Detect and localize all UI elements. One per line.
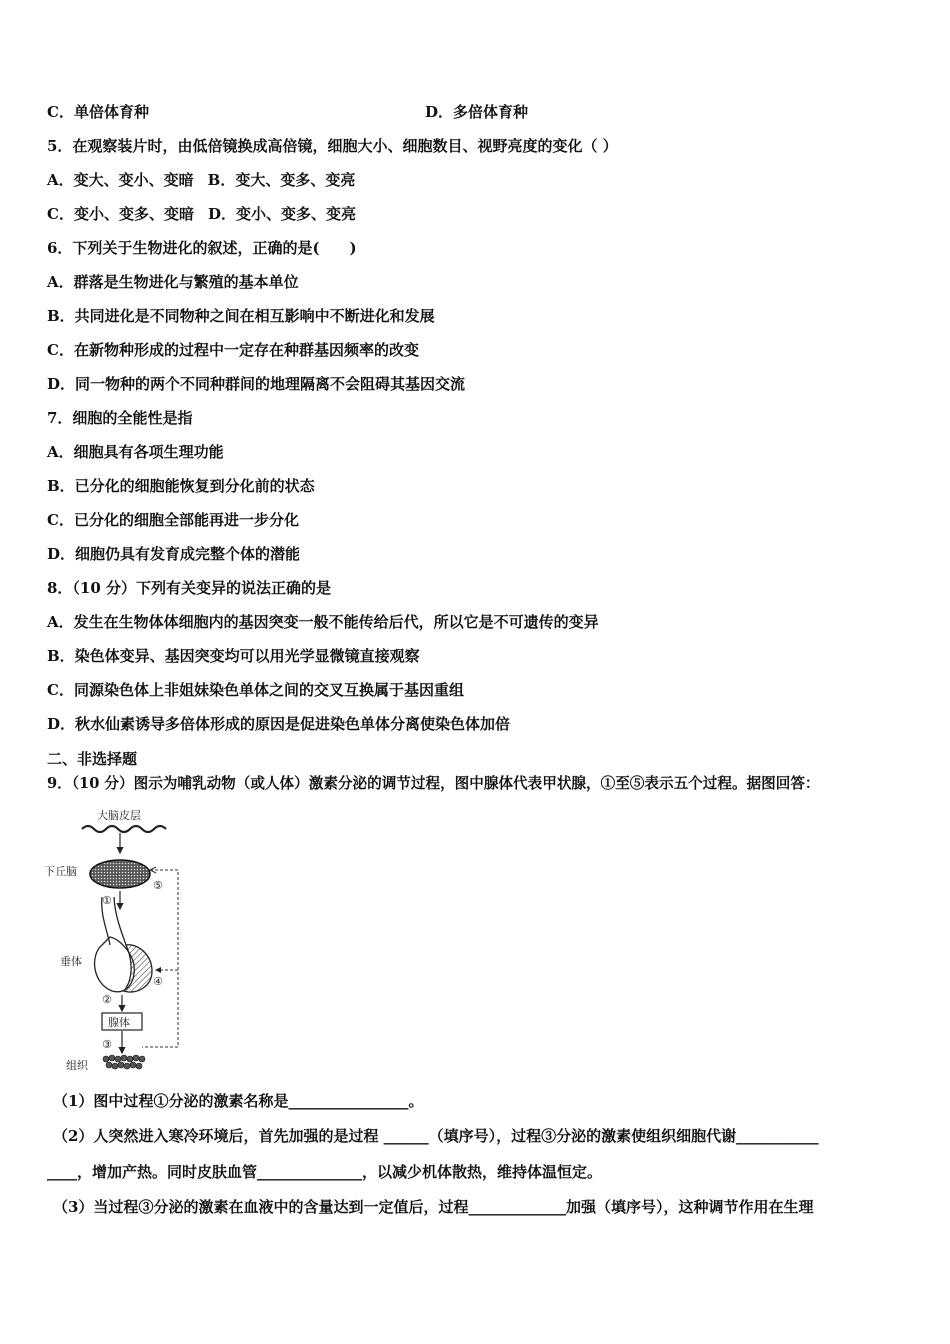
cortex-label: 大脑皮层	[97, 809, 141, 822]
process-1-label: ①	[102, 894, 112, 907]
q5-stem: 5．在观察装片时，由低倍镜换成高倍镜，细胞大小、细胞数目、视野亮度的变化（ ）	[47, 137, 618, 155]
q4-option-d: D．多倍体育种	[425, 103, 529, 121]
process-4-label: ④	[153, 975, 163, 988]
q8-option-b: B．染色体变异、基因突变均可以用光学显微镜直接观察	[47, 647, 420, 665]
q8-option-a: A．发生在生物体体细胞内的基因突变一般不能传给后代，所以它是不可遗传的变异	[47, 613, 599, 631]
pituitary-label: 垂体	[60, 955, 82, 968]
q7-option-a: A．细胞具有各项生理功能	[47, 443, 224, 461]
q5-options-cd	[47, 204, 356, 224]
q7-stem: 7．细胞的全能性是指	[47, 409, 193, 427]
q9-sub2-line2: ____，增加产热。同时皮肤血管______________，以减少机体散热，维持体温恒定。	[47, 1163, 603, 1181]
pituitary-posterior	[124, 945, 152, 992]
q8-stem: 8．（10 分）下列有关变异的说法正确的是	[47, 579, 332, 597]
q5-option-d: D．变小、变多、变亮	[207, 205, 356, 223]
process-5-label: ⑤	[153, 879, 163, 892]
q6-option-c: C．在新物种形成的过程中一定存在种群基因频率的改变	[47, 341, 419, 359]
q7-option-d: D．细胞仍具有发育成完整个体的潜能	[47, 545, 301, 563]
q6-option-b: B．共同进化是不同物种之间在相互影响中不断进化和发展	[47, 307, 435, 325]
hypothalamus-shape	[90, 860, 150, 888]
q4-option-c: C．单倍体育种	[47, 103, 149, 121]
gland-label: 腺体	[108, 1016, 130, 1029]
q4-options-row	[47, 102, 529, 122]
hypothalamus-label: 下丘脑	[44, 865, 77, 878]
q5-option-a: A．变大、变小、变暗	[47, 171, 194, 189]
q9-sub2-line1: （2）人突然进入寒冷环境后，首先加强的是过程 ______（填序号），过程③分泌的激素使组织细胞代谢___________	[53, 1127, 819, 1145]
q5-option-b: B．变大、变多、变亮	[207, 171, 356, 189]
process-2-label: ②	[102, 993, 112, 1006]
q9-sub1: （1）图中过程①分泌的激素名称是________________。	[53, 1092, 424, 1110]
q6-option-d: D．同一物种的两个不同种群间的地理隔离不会阻碍其基因交流	[47, 375, 466, 393]
q7-option-b: B．已分化的细胞能恢复到分化前的状态	[47, 477, 315, 495]
q7-option-c: C．已分化的细胞全部能再进一步分化	[47, 511, 299, 529]
hormone-regulation-diagram	[40, 805, 200, 1073]
tissue-cells	[103, 1055, 145, 1069]
q8-option-d: D．秋水仙素诱导多倍体形成的原因是促进染色单体分离使染色体加倍	[47, 715, 511, 733]
cortex-wave	[82, 826, 166, 832]
q6-stem: 6．下列关于生物进化的叙述，正确的是( )	[47, 239, 357, 257]
q5-option-c: C．变小、变多、变暗	[47, 205, 194, 223]
q5-options-ab	[47, 170, 355, 190]
section-heading: 二、非选择题	[47, 750, 138, 768]
process-3-label: ③	[102, 1038, 112, 1051]
q8-option-c: C．同源染色体上非姐妹染色单体之间的交叉互换属于基因重组	[47, 681, 464, 699]
q6-option-a: A．群落是生物进化与繁殖的基本单位	[47, 273, 299, 291]
tissue-label: 组织	[66, 1059, 88, 1072]
q9-stem: 9．（10 分）图示为哺乳动物（或人体）激素分泌的调节过程，图中腺体代表甲状腺，①至⑤表示五个过程。据图回答：	[47, 775, 820, 792]
q9-sub3: （3）当过程③分泌的激素在血液中的含量达到一定值后，过程_____________加强（填序号），这种调节作用在生理	[53, 1198, 814, 1216]
